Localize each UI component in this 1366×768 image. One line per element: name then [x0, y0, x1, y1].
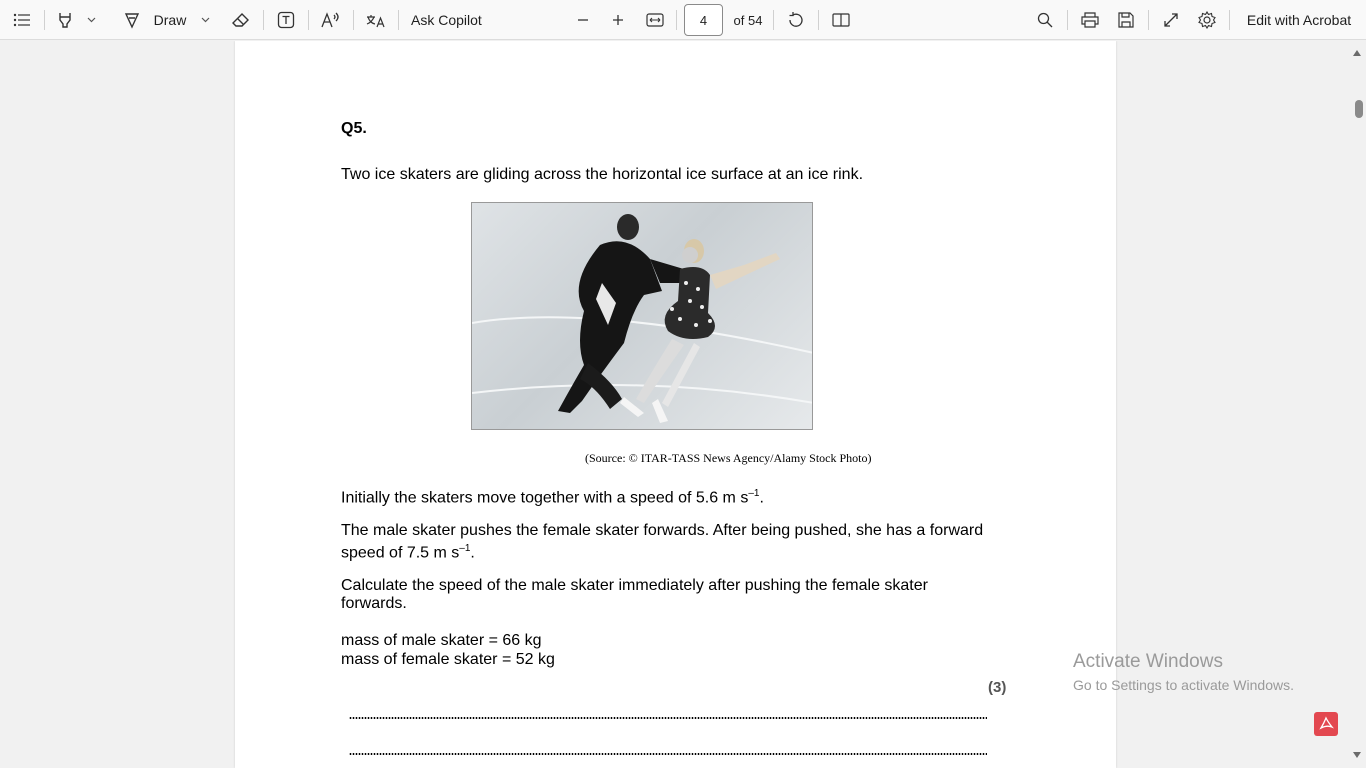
- para2-line2-end: .: [470, 544, 475, 562]
- ask-copilot-label: Ask Copilot: [411, 12, 482, 28]
- current-page-value: 4: [699, 12, 708, 28]
- eraser-icon[interactable]: [230, 0, 252, 40]
- toolbar-divider: [773, 10, 774, 30]
- pdf-page: [235, 41, 1116, 768]
- acrobat-icon[interactable]: [1314, 712, 1338, 736]
- photo-caption: (Source: © ITAR-TASS News Agency/Alamy Stock Photo): [585, 451, 872, 465]
- toolbar-divider: [263, 10, 264, 30]
- mass-male-skater: mass of male skater = 66 kg: [341, 632, 542, 649]
- toolbar-divider: [1067, 10, 1068, 30]
- settings-gear-icon[interactable]: [1196, 0, 1218, 40]
- toolbar-divider: [818, 10, 819, 30]
- ice-skaters-illustration: [472, 203, 813, 430]
- fit-width-icon[interactable]: [644, 0, 666, 40]
- read-aloud-icon[interactable]: [319, 0, 343, 40]
- activate-windows-title: Activate Windows: [1073, 651, 1223, 672]
- scrollbar-thumb[interactable]: [1355, 100, 1363, 118]
- marks-allocation: (3): [988, 679, 1007, 696]
- translate-icon[interactable]: [364, 0, 388, 40]
- zoom-in-icon[interactable]: [607, 0, 629, 40]
- fullscreen-icon[interactable]: [1160, 0, 1182, 40]
- toolbar-divider: [44, 10, 45, 30]
- print-icon[interactable]: [1079, 0, 1101, 40]
- question-intro: Two ice skaters are gliding across the horizontal ice surface at an ice rink.: [341, 166, 864, 183]
- para1-superscript: –1: [748, 488, 760, 499]
- activate-windows-subtitle: Go to Settings to activate Windows.: [1073, 677, 1294, 693]
- toolbar-divider: [353, 10, 354, 30]
- question-number: Q5.: [341, 120, 367, 137]
- zoom-out-icon[interactable]: [572, 0, 594, 40]
- toolbar-divider: [676, 10, 677, 30]
- para1-text: Initially the skaters move together with a speed of 5.6 m s: [341, 489, 749, 507]
- scroll-down-arrow-icon[interactable]: [1353, 752, 1361, 758]
- para1-end: .: [759, 489, 764, 507]
- edit-with-acrobat-label: Edit with Acrobat: [1246, 12, 1352, 28]
- page-total: [730, 0, 766, 40]
- edit-with-acrobat-button[interactable]: [1242, 0, 1356, 40]
- draw-pen-icon[interactable]: [122, 0, 142, 40]
- answer-line: [349, 717, 987, 719]
- para2-line2-text: speed of 7.5 m s: [341, 544, 460, 562]
- highlight-options-chevron[interactable]: [84, 0, 98, 40]
- draw-label: Draw: [153, 12, 187, 28]
- toolbar-divider: [308, 10, 309, 30]
- page-total-label: of 54: [733, 12, 763, 28]
- paragraph-push-line1: The male skater pushes the female skater forwards. After being pushed, she has a forward: [341, 522, 984, 539]
- vertical-scrollbar[interactable]: [1350, 41, 1366, 768]
- search-icon[interactable]: [1034, 0, 1056, 40]
- paragraph-calculate-line2: forwards.: [341, 595, 407, 612]
- highlighter-icon[interactable]: [54, 0, 76, 40]
- draw-button[interactable]: [151, 0, 189, 40]
- scroll-up-arrow-icon[interactable]: [1353, 50, 1361, 56]
- toolbar-divider: [398, 10, 399, 30]
- toolbar-divider: [1229, 10, 1230, 30]
- save-icon[interactable]: [1115, 0, 1137, 40]
- paragraph-push-line2: [341, 540, 475, 562]
- ask-copilot-button[interactable]: [411, 0, 491, 40]
- draw-options-chevron[interactable]: [198, 0, 212, 40]
- ice-skaters-photo: [471, 202, 813, 430]
- paragraph-calculate-line1: Calculate the speed of the male skater immediately after pushing the female skater: [341, 577, 928, 594]
- rotate-icon[interactable]: [785, 0, 807, 40]
- contents-list-icon[interactable]: [10, 0, 34, 40]
- answer-line: [349, 753, 987, 755]
- mass-female-skater: mass of female skater = 52 kg: [341, 651, 555, 668]
- toolbar-divider: [1148, 10, 1149, 30]
- paragraph-initial-speed: [341, 485, 764, 507]
- pdf-toolbar: [0, 0, 1366, 40]
- page-number-input[interactable]: [684, 4, 723, 36]
- page-view-icon[interactable]: [830, 0, 852, 40]
- para2-superscript: –1: [459, 543, 471, 554]
- text-box-icon[interactable]: [275, 0, 297, 40]
